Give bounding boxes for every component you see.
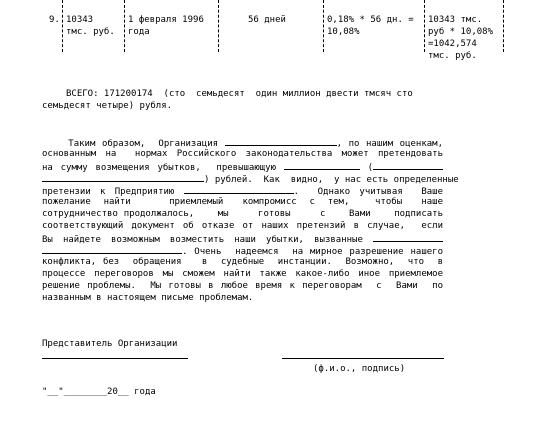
paragraph-line: основанным на нормах Российского законодательства может претендовать — [42, 149, 443, 159]
table-border — [503, 0, 504, 52]
total-line: семьдесят четыре) рубля. — [42, 101, 173, 111]
formula-line: 0,18% * 56 дн. = — [327, 15, 414, 25]
table-border — [424, 0, 425, 52]
paragraph-line: Таким образом, Организация , по нашим оценкам, — [42, 136, 443, 148]
representative-label: Представитель Организации — [42, 339, 178, 349]
blank-enterprise — [184, 184, 294, 194]
formula-line: 10,08% — [327, 27, 360, 37]
blank-cause-cont — [42, 244, 182, 254]
amount-line: 10343 — [66, 15, 94, 25]
table-border — [124, 0, 125, 52]
paragraph-line: на сумму возмещения убытков, превышающую ( — [42, 160, 443, 172]
row-number: 9. — [49, 15, 60, 25]
fio-caption: (ф.и.о., подпись) — [313, 364, 406, 374]
paragraph-line: сотрудничество продолжалось, мы готовы с Вами подписать — [42, 209, 443, 219]
date-line: "__"________20__ года — [42, 387, 156, 397]
result-line: руб * 10,08% — [428, 27, 494, 37]
blank-cause — [373, 232, 443, 242]
result-line: 10343 тмс. — [428, 15, 483, 25]
days-cell: 56 дней — [248, 15, 286, 25]
paragraph-line: Вы найдете возможным возместить наши убытки, вызванные — [42, 232, 443, 244]
table-border — [218, 0, 219, 52]
table-border — [323, 0, 324, 52]
paragraph-line: конфликта, без обращения в судебные инстанции. Возможно, что в — [42, 257, 443, 267]
paragraph-line: процессе переговоров мы сможем найти также какое-либо иное приемлемое — [42, 269, 443, 279]
blank-amount — [284, 160, 360, 170]
date-line: 1 февраля 1996 — [128, 15, 204, 25]
signature-line — [282, 358, 444, 359]
result-line: тмс. руб. — [428, 51, 477, 61]
blank-org — [225, 136, 337, 146]
paragraph-line: претензии к Предприятию . Однако учитывая Ваше — [42, 184, 443, 196]
paragraph-line: соответствующий документ об отказе от наших претензий в случае, если — [42, 221, 443, 231]
date-line: года — [128, 27, 150, 37]
result-line: =1042,574 — [428, 39, 477, 49]
total-line: ВСЕГО: 171200174 (сто семьдесят один миллион двести тмсяч сто — [66, 89, 413, 99]
paragraph-line: пожелание найти приемлемый компромисс с тем, чтобы наше — [42, 197, 443, 207]
paragraph-line: названным в настоящем письме проблемам. — [42, 293, 254, 303]
paragraph-line: ) рублей. Как видно, у нас есть определенные — [42, 172, 443, 184]
table-border — [62, 0, 63, 52]
amount-line: тмс. руб. — [66, 27, 115, 37]
blank-amount-words — [373, 160, 443, 170]
blank-amount-words-cont — [42, 172, 204, 182]
paragraph-line: решение проблемы. Мы готовы в любое время к переговорам с Вами по — [42, 281, 443, 291]
main-paragraph — [42, 136, 459, 304]
paragraph-line: . Очень надеемся на мирное разрешение нашего — [42, 244, 443, 256]
representative-line — [42, 358, 188, 359]
